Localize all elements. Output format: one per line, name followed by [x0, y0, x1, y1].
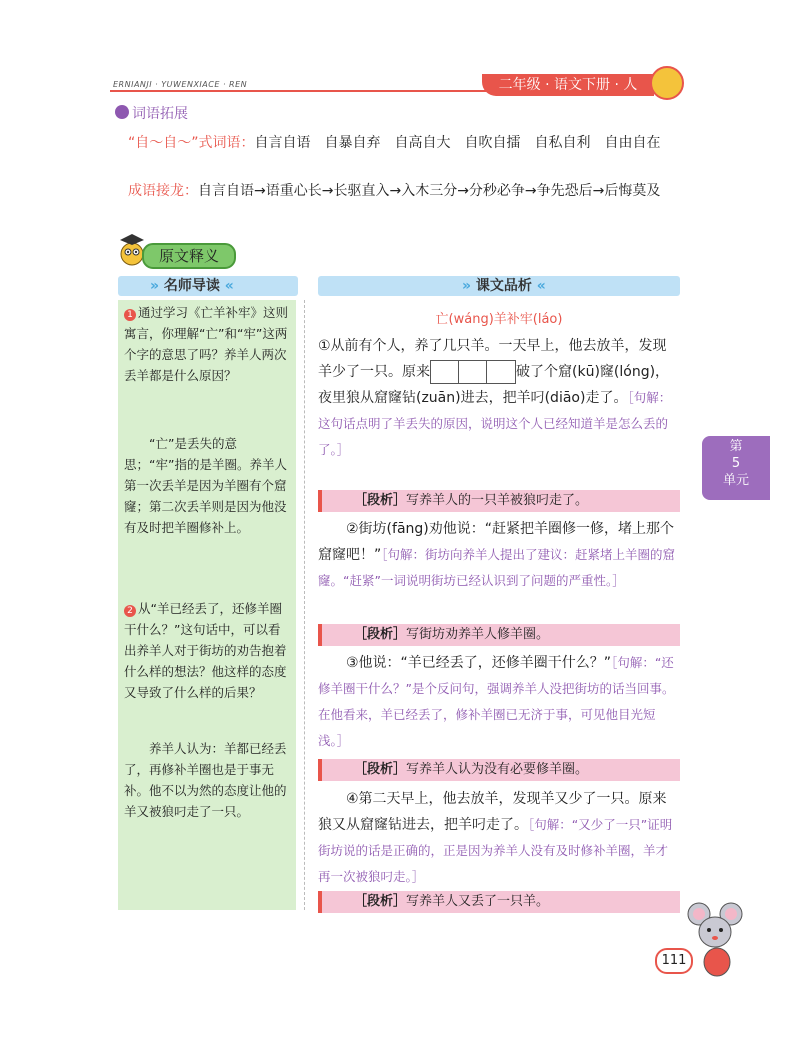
sentence-note-label: ［句解：	[528, 817, 572, 832]
analysis-label: ［段析］	[354, 493, 407, 508]
sentence-note-label: ［句解：	[627, 390, 672, 405]
analysis-label: ［段析］	[354, 762, 407, 777]
unit-tab-line-1: 第	[729, 439, 743, 454]
guide-answer-2: 养羊人认为：羊都已经丢了，再修补羊圈也是于事无补。他不以为然的态度让他的羊又被狼叼走了一只。	[124, 741, 287, 819]
ciyu-line-1	[128, 130, 688, 156]
paragraph-1-text-b: 破了个窟(kū)窿(lóng)，夜里狼从窟窿钻(zuān)进去，把羊叼(diāo)走了。	[318, 364, 670, 406]
paragraph-2	[318, 516, 680, 594]
lesson-title: 亡(wáng)羊补牢(láo)	[435, 312, 563, 327]
sentence-note-1: 这句话点明了羊丢失的原因，说明这个人已经知道羊是怎么丢的了。］	[318, 416, 669, 457]
ciyu-line2-label: 成语接龙：	[128, 183, 198, 199]
mouse-mascot-icon	[685, 900, 745, 980]
guide-question-1-text: 通过学习《亡羊补牢》这则寓言，你理解“亡”和“牢”这两个字的意思了吗？养羊人两次丢羊都是什么原因？	[124, 305, 289, 383]
guide-question-2-text: 从“羊已经丢了，还修羊圈干什么？”这句话中，可以看出养羊人对于街坊的劝告抱着什么样的想法？他这样的态度又导致了什么样的后果？	[124, 601, 287, 700]
paragraph-analysis-bar	[318, 891, 680, 913]
paragraph-2-text: ②街坊(fāng)劝他说：“赶紧把羊圈修一修，堵上那个窟窿吧！”	[318, 521, 674, 563]
sentence-note-4: “又少了一只”证明街坊说的话是正确的，正是因为养羊人没有及时修补羊圈，羊才再一次被狼叼走。］	[318, 817, 673, 884]
chevron-right-icon: »	[462, 278, 472, 294]
book-logo-icon	[650, 66, 684, 100]
chevron-left-icon: «	[536, 278, 546, 294]
unit-tab-line-3: 单元	[722, 473, 749, 488]
paragraph-3-text: ③他说：“羊已经丢了，还修羊圈干什么？”	[346, 655, 612, 671]
column-divider	[304, 300, 305, 910]
paragraph-1-text-a: ①从前有个人，养了几只羊。一天早上，他去放羊，发现羊少了一只。原来	[318, 338, 667, 380]
grade-badge: 二年级 · 语文下册 · 人	[482, 74, 654, 96]
number-badge: 1	[124, 309, 136, 321]
yuanwen-banner: 原文释义	[142, 243, 236, 269]
chevron-right-icon: »	[150, 278, 160, 294]
analysis-text-2: 写街坊劝养羊人修羊圈。	[406, 627, 550, 642]
unit-side-tab	[702, 436, 770, 500]
series-code: ERNIANJI · YUWENXIACE · REN	[113, 80, 248, 89]
paragraph-3	[318, 650, 680, 754]
sentence-note-2: 街坊向养羊人提出了建议：赶紧堵上羊圈的窟窿。“赶紧”一词说明街坊已经认识到了问题的严重性。］	[318, 547, 676, 588]
paragraph-1	[318, 333, 680, 463]
left-column-header	[150, 276, 234, 296]
sentence-note-label: ［句解：	[381, 547, 426, 562]
ciyu-section-title: 词语拓展	[132, 106, 188, 122]
paragraph-analysis-bar	[318, 624, 680, 646]
guide-question-2	[124, 598, 292, 703]
ciyu-line-2	[128, 178, 688, 204]
paragraph-4-text: ④第二天早上，他去放羊，发现羊又少了一只。原来狼又从窟窿钻进去，把羊叼走了。	[318, 791, 667, 833]
guide-question-1	[124, 302, 292, 386]
sentence-note-3: “还修羊圈干什么？”是个反问句，强调养羊人没把街坊的话当回事。在他看来，羊已经丢了，修补羊圈已无济于事，可见他目光短浅。］	[318, 655, 675, 748]
right-column-header	[462, 276, 546, 296]
right-column-title: 课文品析	[475, 278, 532, 294]
guide-answer-1: “亡”是丢失的意思；“牢”指的是羊圈。养羊人第一次丢羊是因为羊圈有个窟窿；第二次丢羊则是因为他没有及时把羊圈修补上。	[124, 436, 287, 535]
paragraph-4	[318, 786, 680, 890]
analysis-label: ［段析］	[354, 894, 407, 909]
analysis-text-1: 写养羊人的一只羊被狼叼走了。	[406, 493, 589, 508]
ciyu-line2-text: 自言自语→语重心长→长驱直入→入木三分→分秒必争→争先恐后→后悔莫及	[198, 183, 661, 199]
paragraph-analysis-bar	[318, 759, 680, 781]
ciyu-line1-label: “自～自～”式词语：	[128, 135, 255, 151]
sentence-note-label: ［句解：	[611, 655, 655, 670]
ciyu-line1-text: 自言自语 自暴自弃 自高自大 自吹自擂 自私自利 自由自在	[254, 135, 661, 151]
analysis-text-4: 写养羊人又丢了一只羊。	[406, 894, 550, 909]
unit-tab-number: 5	[731, 456, 741, 471]
fill-in-blank-box	[430, 360, 516, 384]
left-column-title: 名师导读	[163, 278, 220, 294]
check-circle-icon	[115, 105, 129, 119]
analysis-text-3: 写养羊人认为没有必要修羊圈。	[406, 762, 589, 777]
number-badge: 2	[124, 605, 136, 617]
paragraph-analysis-bar	[318, 490, 680, 512]
analysis-label: ［段析］	[354, 627, 407, 642]
page-number: 111	[655, 948, 693, 974]
chevron-left-icon: «	[224, 278, 234, 294]
